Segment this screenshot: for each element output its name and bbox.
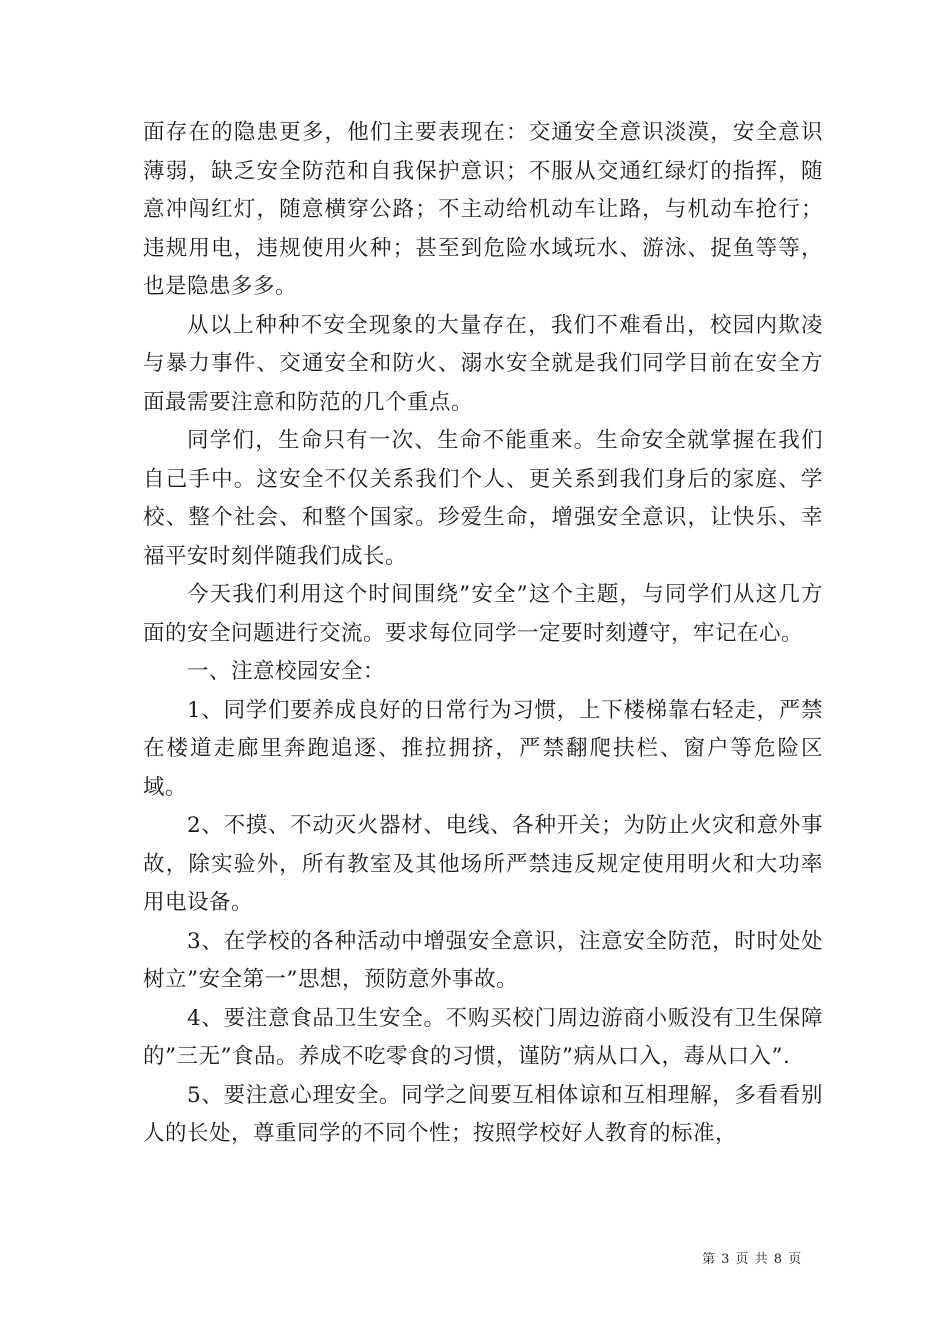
document-body [143, 114, 823, 1154]
paragraph: 同学们，生命只有一次、生命不能重来。生命安全就掌握在我们自己手中。这安全不仅关系我们个人、更关系到我们身后的家庭、学校、整个社会、和整个国家。珍爱生命，增强安全意识，让快乐、幸福平安时刻伴随我们成长。 [143, 428, 823, 569]
paragraph: 从以上种种不安全现象的大量存在，我们不难看出，校园内欺凌与暴力事件、交通安全和防火、溺水安全就是我们同学目前在安全方面最需要注意和防范的几个重点。 [143, 312, 823, 415]
list-item: 4、要注意食品卫生安全。不购买校门周边游商小贩没有卫生保障的”三无”食品。养成不吃零食的习惯，谨防”病从口入，毒从口入”. [143, 1005, 823, 1069]
list-item: 2、不摸、不动灭火器材、电线、各种开关；为防止火灾和意外事故，除实验外，所有教室及其他场所严禁违反规定使用明火和大功率用电设备。 [143, 813, 823, 915]
section-heading: 一、注意校园安全： [187, 659, 386, 684]
list-item: 1、同学们要养成良好的日常行为习惯，上下楼梯靠右轻走，严禁在楼道走廊里奔跑追逐、推拉拥挤，严禁翻爬扶栏、窗户等危险区域。 [143, 697, 823, 800]
paragraph: 今天我们利用这个时间围绕”安全”这个主题，与同学们从这几方面的安全问题进行交流。要求每位同学一定要时刻遵守，牢记在心。 [143, 582, 823, 646]
list-item: 5、要注意心理安全。同学之间要互相体谅和互相理解，多看看别人的长处，尊重同学的不同个性；按照学校好人教育的标准， [143, 1082, 823, 1146]
page-number-footer: 第 3 页 共 8 页 [702, 1252, 803, 1267]
paragraph-continuation: 面存在的隐患更多，他们主要表现在：交通安全意识淡漠，安全意识薄弱，缺乏安全防范和自我保护意识；不服从交通红绿灯的指挥，随意冲闯红灯，随意横穿公路；不主动给机动车让路，与机动车抢行；违规用电，违规使用火种；甚至到危险水域玩水、游泳、捉鱼等等，也是隐患多多。 [143, 120, 823, 299]
list-item: 3、在学校的各种活动中增强安全意识，注意安全防范，时时处处树立”安全第一”思想，预防意外事故。 [143, 928, 823, 992]
